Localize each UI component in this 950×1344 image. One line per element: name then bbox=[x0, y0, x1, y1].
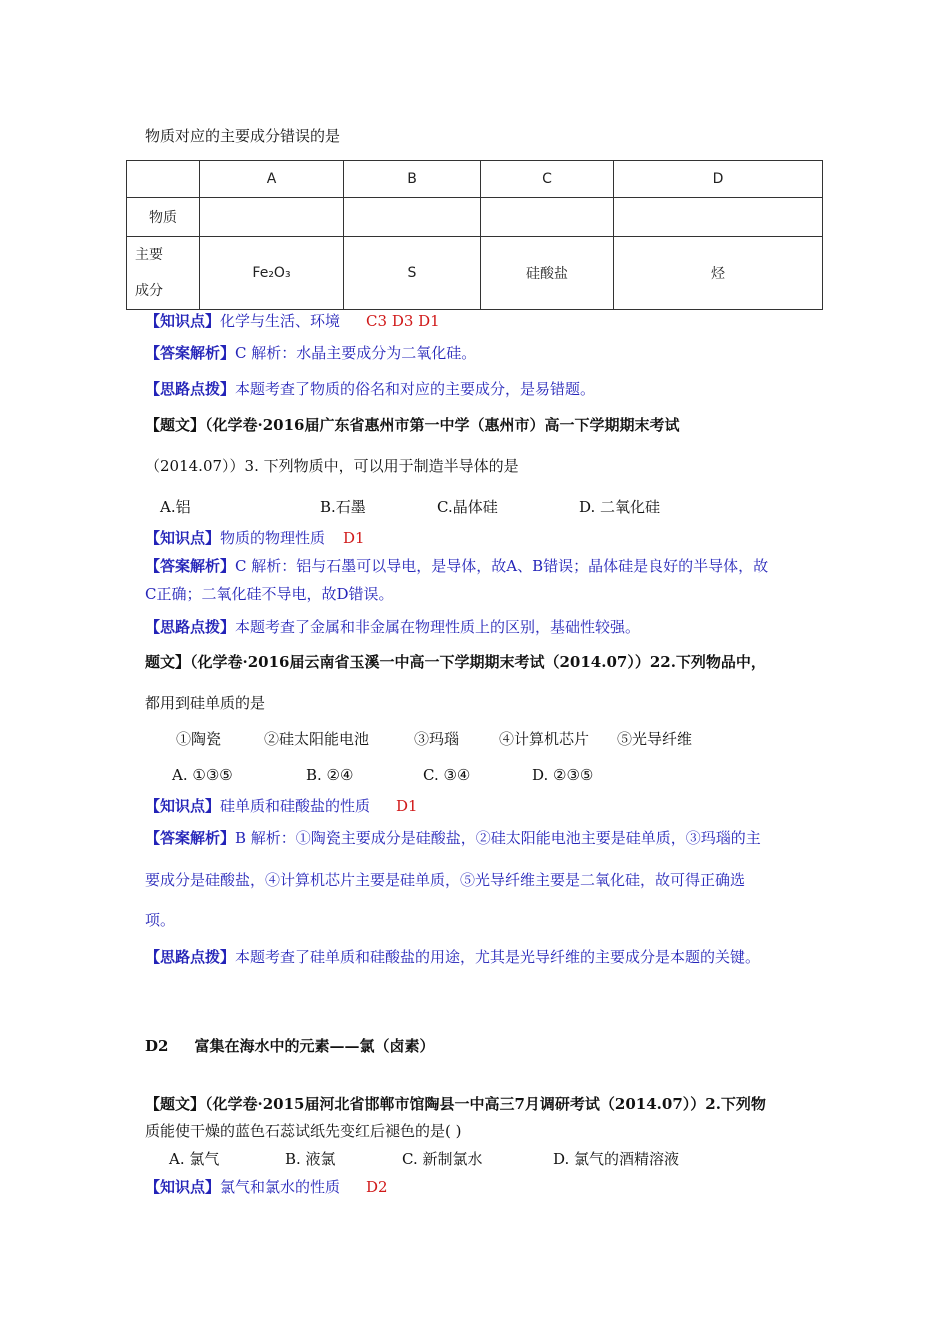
substance-a bbox=[200, 198, 344, 237]
answer-label: 【答案解析】 bbox=[145, 557, 236, 575]
q3-title-line1: 题文】（化学卷·2016届云南省玉溪一中高一下学期期末考试（2014.07））22.下列物品中， bbox=[145, 653, 766, 671]
knowledge-label: 【知识点】 bbox=[145, 797, 221, 815]
knowledge-codes: D2 bbox=[366, 1178, 388, 1196]
component-d: 烃 bbox=[614, 237, 823, 310]
knowledge-codes: D1 bbox=[343, 529, 365, 547]
q3-item-4: ④计算机芯片 bbox=[499, 730, 590, 748]
q4-knowledge bbox=[145, 1177, 388, 1197]
q1-knowledge bbox=[145, 311, 440, 331]
answer-label: 【答案解析】 bbox=[145, 829, 236, 847]
q2-answer-line2: C正确；二氧化硅不导电，故D错误。 bbox=[145, 585, 394, 603]
q1-answer bbox=[145, 343, 476, 363]
answer-text: B 解析：①陶瓷主要成分是硅酸盐，②硅太阳能电池主要是硅单质，③玛瑙的主 bbox=[235, 829, 761, 847]
table-header-a: A bbox=[200, 161, 344, 198]
table-header-blank bbox=[127, 161, 200, 198]
q4-option-b: B. 液氯 bbox=[285, 1150, 336, 1168]
substance-b bbox=[344, 198, 481, 237]
table-header-c: C bbox=[481, 161, 614, 198]
tip-label: 【思路点拨】 bbox=[145, 618, 236, 636]
q2-tip bbox=[145, 617, 640, 637]
q3-item-1: ①陶瓷 bbox=[176, 730, 222, 748]
tip-text: 本题考查了金属和非金属在物理性质上的区别，基础性较强。 bbox=[235, 618, 641, 636]
q3-answer-line1 bbox=[145, 828, 761, 848]
q3-answer-line2: 要成分是硅酸盐，④计算机芯片主要是硅单质，⑤光导纤维主要是二氧化硅，故可得正确选 bbox=[145, 871, 746, 889]
q3-option-c: C. ③④ bbox=[423, 766, 471, 784]
section-title: 富集在海水中的元素——氯（卤素） bbox=[194, 1037, 435, 1055]
section-code: D2 bbox=[145, 1037, 169, 1055]
q2-answer-line1 bbox=[145, 556, 768, 576]
q3-option-d: D. ②③⑤ bbox=[532, 766, 594, 784]
tip-label: 【思路点拨】 bbox=[145, 380, 236, 398]
knowledge-text: 氯气和氯水的性质 bbox=[220, 1178, 341, 1196]
row-label-component-line2: 成分 bbox=[135, 283, 163, 299]
q3-answer-line3: 项。 bbox=[145, 911, 176, 929]
table-header-d: D bbox=[614, 161, 823, 198]
q4-title-line1: 【题文】（化学卷·2015届河北省邯郸市馆陶县一中高三7月调研考试（2014.07））2.下列物 bbox=[145, 1095, 766, 1113]
tip-text: 本题考查了物质的俗名和对应的主要成分，是易错题。 bbox=[235, 380, 596, 398]
q3-item-5: ⑤光导纤维 bbox=[617, 730, 693, 748]
component-c: 硅酸盐 bbox=[481, 237, 614, 310]
q4-option-d: D. 氯气的酒精溶液 bbox=[553, 1150, 680, 1168]
table-header-b: B bbox=[344, 161, 481, 198]
answer-text: C 解析：铝与石墨可以导电，是导体，故A、B错误；晶体硅是良好的半导体，故 bbox=[235, 557, 769, 575]
q2-option-b: B.石墨 bbox=[320, 498, 366, 516]
question-intro: 物质对应的主要成分错误的是 bbox=[145, 127, 341, 145]
component-table bbox=[126, 160, 823, 310]
q3-item-2: ②硅太阳能电池 bbox=[264, 730, 370, 748]
q3-option-a: A. ①③⑤ bbox=[172, 766, 233, 784]
q1-tip bbox=[145, 379, 595, 399]
q2-option-a: A.铝 bbox=[160, 498, 191, 516]
row-label-component bbox=[127, 237, 200, 310]
tip-label: 【思路点拨】 bbox=[145, 948, 236, 966]
q2-knowledge bbox=[145, 528, 365, 548]
q4-title-line2: 质能使干燥的蓝色石蕊试纸先变红后褪色的是( ) bbox=[145, 1122, 462, 1140]
tip-text: 本题考查了硅单质和硅酸盐的用途，尤其是光导纤维的主要成分是本题的关键。 bbox=[235, 948, 761, 966]
q4-option-c: C. 新制氯水 bbox=[402, 1150, 483, 1168]
knowledge-text: 化学与生活、环境 bbox=[220, 312, 341, 330]
knowledge-codes: D1 bbox=[396, 797, 418, 815]
knowledge-text: 硅单质和硅酸盐的性质 bbox=[220, 797, 371, 815]
answer-text: C 解析：水晶主要成分为二氧化硅。 bbox=[235, 344, 477, 362]
substance-d bbox=[614, 198, 823, 237]
q3-title-line2: 都用到硅单质的是 bbox=[145, 694, 266, 712]
q3-option-b: B. ②④ bbox=[306, 766, 354, 784]
substance-c bbox=[481, 198, 614, 237]
knowledge-label: 【知识点】 bbox=[145, 529, 221, 547]
q2-option-d: D. 二氧化硅 bbox=[579, 498, 661, 516]
row-label-component-line1: 主要 bbox=[135, 247, 163, 263]
knowledge-label: 【知识点】 bbox=[145, 1178, 221, 1196]
component-b: S bbox=[344, 237, 481, 310]
q2-title-line2: （2014.07））3. 下列物质中，可以用于制造半导体的是 bbox=[145, 457, 519, 475]
section-heading bbox=[145, 1036, 434, 1056]
q2-title-line1: 【题文】（化学卷·2016届广东省惠州市第一中学（惠州市）高一下学期期末考试 bbox=[145, 416, 680, 434]
knowledge-text: 物质的物理性质 bbox=[220, 529, 326, 547]
knowledge-label: 【知识点】 bbox=[145, 312, 221, 330]
q2-option-c: C.晶体硅 bbox=[437, 498, 498, 516]
answer-label: 【答案解析】 bbox=[145, 344, 236, 362]
q3-tip bbox=[145, 947, 760, 967]
component-a: Fe₂O₃ bbox=[200, 237, 344, 310]
q3-knowledge bbox=[145, 796, 418, 816]
knowledge-codes: C3 D3 D1 bbox=[366, 312, 440, 330]
q3-item-3: ③玛瑙 bbox=[414, 730, 460, 748]
row-label-substance: 物质 bbox=[127, 198, 200, 237]
q4-option-a: A. 氯气 bbox=[169, 1150, 220, 1168]
